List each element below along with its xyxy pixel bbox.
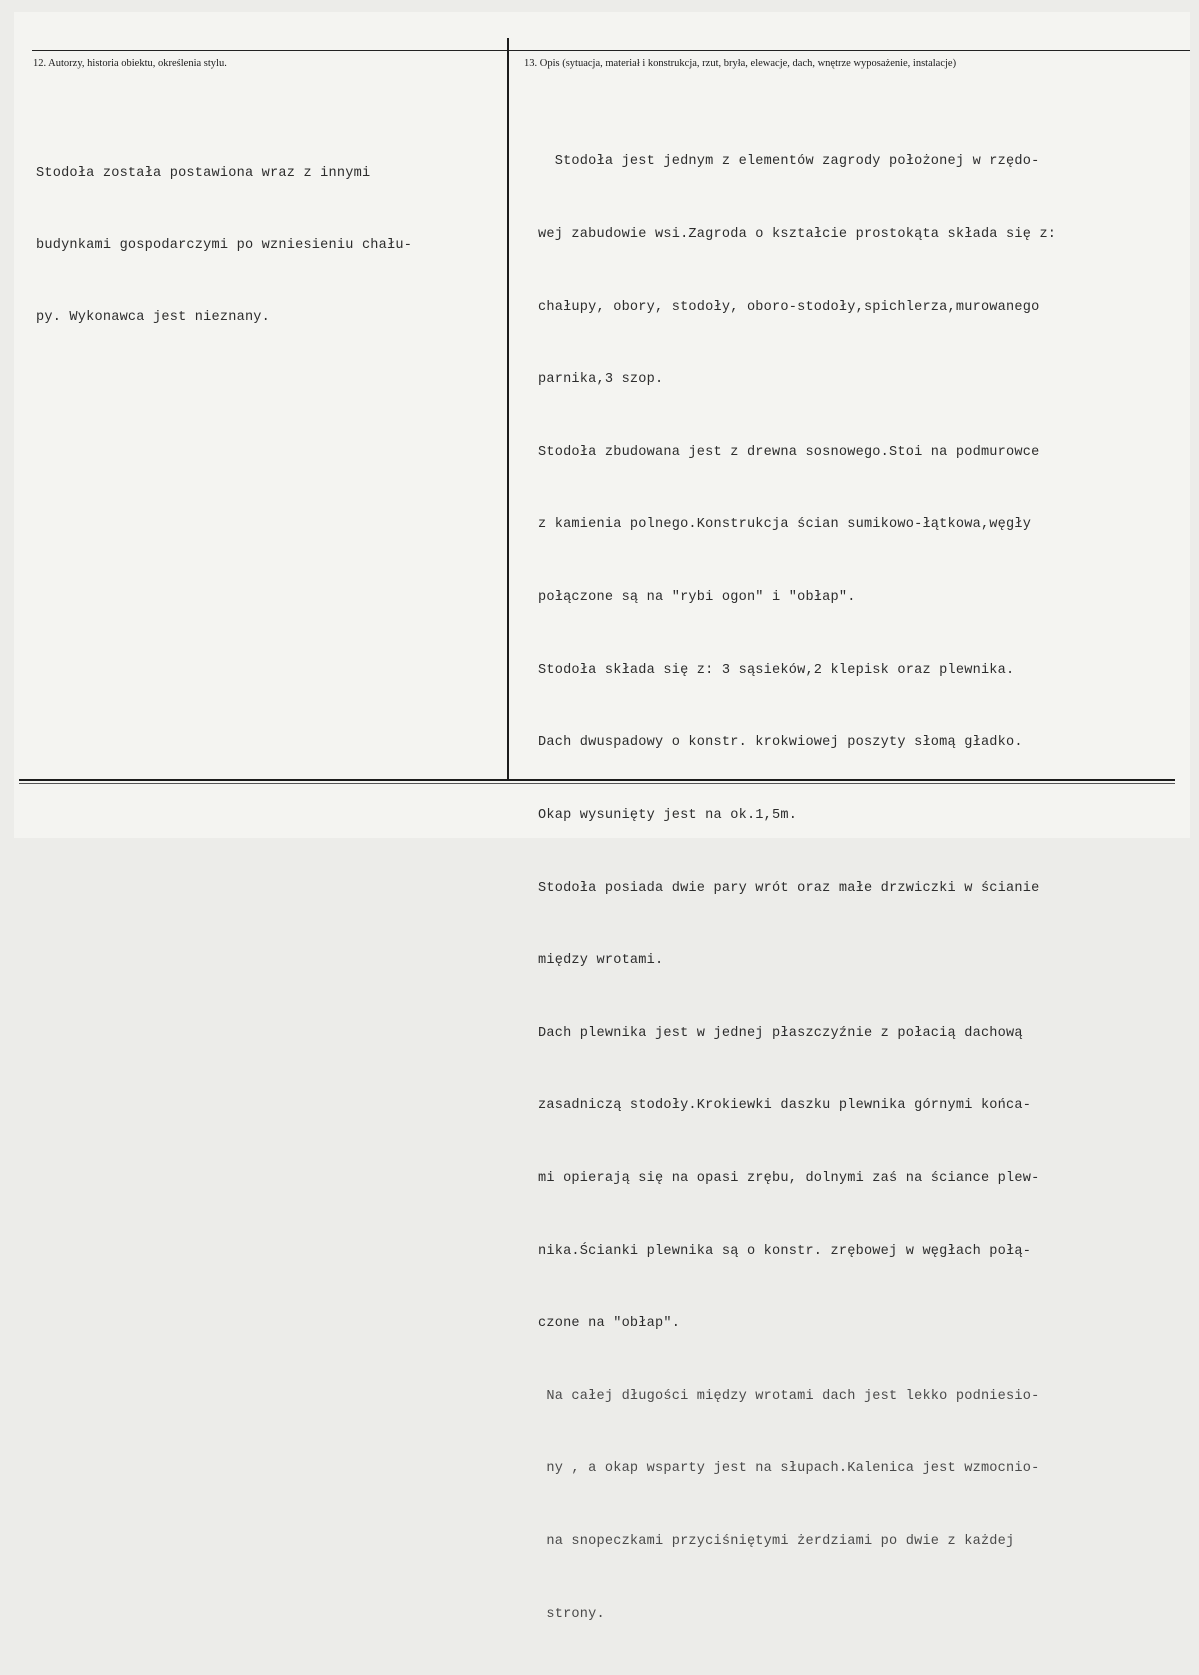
text-line: Dach dwuspadowy o konstr. krokwiowej poszyty słomą gładko. [538, 735, 1023, 751]
text-line: między wrotami. [538, 953, 664, 969]
text-line: Stodoła jest jednym z elementów zagrody położonej w rzędo- [538, 154, 1040, 170]
column-divider [507, 38, 509, 780]
text-line: strony. [538, 1606, 605, 1622]
text-line: wej zabudowie wsi.Zagroda o kształcie prostokąta składa się z: [538, 227, 1057, 243]
text-line: Na całej długości między wrotami dach jest lekko podniesio- [538, 1388, 1040, 1404]
text-line: nika.Ścianki plewnika są o konstr. zrębowej w węgłach połą- [538, 1243, 1032, 1259]
text-line: czone na "obłap". [538, 1316, 681, 1332]
text-line: Stodoła składa się z: 3 sąsieków,2 klepisk oraz plewnika. [538, 662, 1015, 678]
text-line: zasadniczą stodoły.Krokiewki daszku plewnika górnymi końca- [538, 1098, 1032, 1114]
text-line: parnika,3 szop. [538, 372, 664, 388]
text-line: z kamienia polnego.Konstrukcja ścian sumikowo-łątkowa,węgły [538, 517, 1032, 533]
text-line: Okap wysunięty jest na ok.1,5m. [538, 807, 798, 823]
text-line: na snopeczkami przyciśniętymi żerdziami po dwie z każdej [538, 1533, 1015, 1549]
section-13-header: 13. Opis (sytuacja, materiał i konstrukcja, rzut, bryła, elewacje, dach, wnętrze wyposażenie, instalacje) [524, 58, 957, 69]
text-line: połączone są na "rybi ogon" i "obłap". [538, 590, 856, 606]
text-line: Stodoła posiada dwie pary wrót oraz małe drzwiczki w ścianie [538, 880, 1040, 896]
text-line: Stodoła została postawiona wraz z innymi [36, 166, 371, 181]
section-12-text [36, 114, 412, 378]
text-line: py. Wykonawca jest nieznany. [36, 310, 271, 325]
top-frame-line [32, 50, 1190, 51]
section-13-text [538, 102, 1056, 1675]
section-12-header: 12. Autorzy, historia obiektu, określenia stylu. [33, 58, 227, 69]
text-line: Dach plewnika jest w jednej płaszczyźnie z połacią dachową [538, 1025, 1023, 1041]
text-line: chałupy, obory, stodoły, oboro-stodoły,spichlerza,murowanego [538, 299, 1040, 315]
text-line: budynkami gospodarczymi po wzniesieniu chału- [36, 238, 413, 253]
text-line: ny , a okap wsparty jest na słupach.Kalenica jest wzmocnio- [538, 1461, 1040, 1477]
record-card [14, 12, 1190, 1622]
text-line: mi opierają się na opasi zrębu, dolnymi zaś na ściance plew- [538, 1170, 1040, 1186]
text-line: Stodoła zbudowana jest z drewna sosnowego.Stoi na podmurowce [538, 444, 1040, 460]
